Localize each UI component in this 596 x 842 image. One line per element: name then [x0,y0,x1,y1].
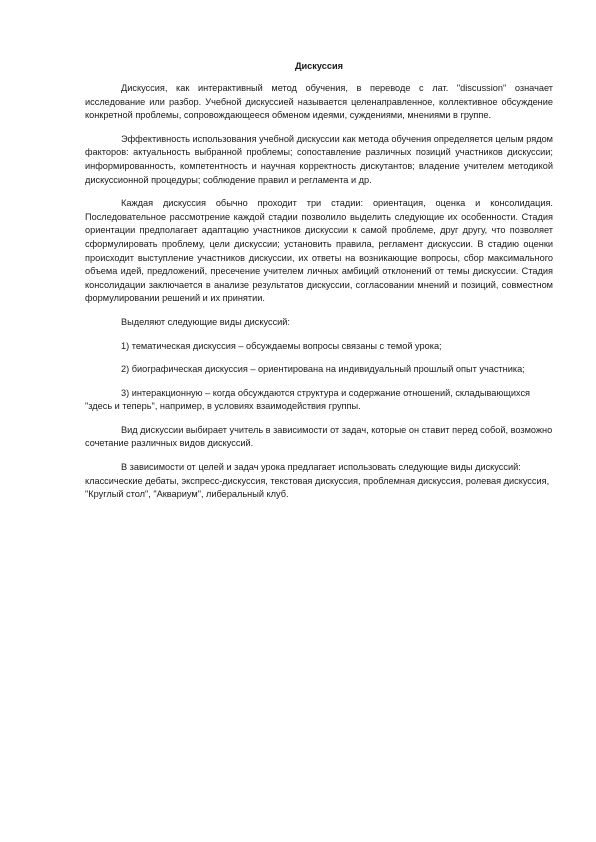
document-title: Дискуссия [294,61,343,71]
paragraph-types-intro: Выделяют следующие виды дискуссий: [121,316,290,327]
paragraph-stages: Каждая дискуссия обычно проходит три стадии: ориентация, оценка и консолидация. Последовательное рассмотрение каждой стадии позволило выделить следующие их особенности. Стадия ориентации предполагает адаптацию участников дискуссии к самой проблеме, друг другу, что позволяет сформулировать проблему, цели дискуссии; установить правила, регламент дискуссии. В стадию оценки происходит выступление участников дискуссии, их ответы на возникающие вопросы, сбор максимального объема идей, предложений, пресечение учителем личных амбиций отклонений от темы дискуссии. Стадия консолидации заключается в анализе результатов дискуссии, согласовании мнений и позиций, совместном формулировании решений и их принятии. [85,198,553,304]
paragraph-discussion-kinds: В зависимости от целей и задач урока предлагает использовать следующие виды дискуссий: классические дебаты, экспресс-дискуссия, текстовая дискуссия, проблемная дискуссия, ролевая дискуссия, "Круглый стол", "Аквариум", либеральный клуб. [85,462,550,500]
paragraph-teacher-choice: Вид дискуссии выбирает учитель в зависимости от задач, которые он ставит перед собой, возможно сочетание различных видов дискуссий. [85,424,553,449]
paragraph-type-thematic: 1) тематическая дискуссия – обсуждаемы вопросы связаны с темой урока; [121,340,442,351]
paragraph-effectiveness: Эффективность использования учебной дискуссии как метода обучения определяется целым рядом факторов: актуальность выбранной проблемы; сопоставление различных позиций участников дискуссии; информированность, компетентность и научная корректность дискутантов; владение учителем методикой дискуссионной процедуры; соблюдение правил и регламента и др. [85,133,553,185]
paragraph-type-biographical: 2) биографическая дискуссия – ориентирована на индивидуальный прошлый опыт участника; [121,364,525,375]
paragraph-type-interactional: 3) интеракционную – когда обсуждаются структура и содержание отношений, складывающихся "здесь и теперь", например, в условиях взаимодействия группы. [85,387,531,412]
paragraph-definition: Дискуссия, как интерактивный метод обучения, в переводе с лат. "discussion" означает исследование или разбор. Учебной дискуссией называется целенаправленное, коллективное обсуждение конкретной проблемы, сопровождающееся обменом идеями, суждениями, мнениями в группе. [85,83,553,121]
document-page [85,60,553,512]
